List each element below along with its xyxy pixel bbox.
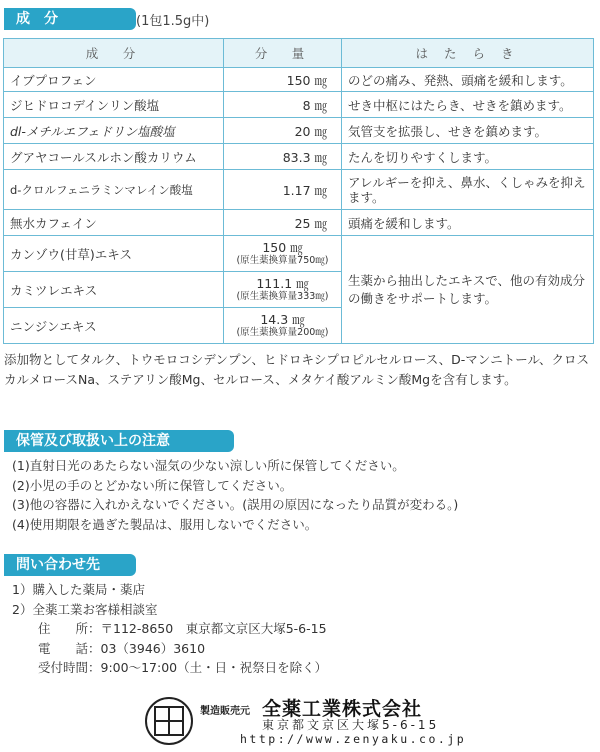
list-item: (1)直射日光のあたらない湿気の少ない涼しい所に保管してください。 [12,458,405,473]
ingredients-table [3,38,594,344]
ingredient-name: d-クロルフェニラミンマレイン酸塩 [4,170,224,210]
address-value: 〒112-8650 東京都文京区大塚5-6-15 [100,621,327,636]
company-logo [145,697,193,745]
phone-label: 電 話： [38,640,101,656]
amount-note: (原生薬換算量200㎎) [236,326,329,338]
address-line [12,619,327,639]
shared-effect: 生薬から抽出したエキスで、他の有効成分の働きをサポートします。 [342,236,594,344]
company-address: 東京都文京区大塚5-6-15 [262,718,440,732]
ingredient-effect: アレルギーを抑え、鼻水、くしゃみを抑えます。 [342,170,594,210]
ingredient-effect: せき中枢にはたらき、せきを鎮めます。 [342,92,594,118]
table-row [4,68,594,92]
table-row [4,210,594,236]
list-item: 2）全薬工業お客様相談室 [12,601,158,617]
amount-value: 150 ㎎ [262,239,303,255]
ingredient-effect: たんを切りやすくします。 [342,144,594,170]
amount-value: 111.1 ㎎ [256,275,309,291]
ingredients-subheading: (1包1.5g中) [136,14,210,29]
amount-value: 14.3 ㎎ [260,311,305,327]
ingredient-amount [224,236,342,272]
table-row [4,92,594,118]
table-row [4,118,594,144]
ingredient-name: カミツレエキス [4,272,224,308]
ingredient-name: イブプロフェン [4,68,224,92]
column-header: 分 量 [224,39,342,68]
ingredient-effect: 気管支を拡張し、せきを鎮めます。 [342,118,594,144]
contact-heading: 問い合わせ先 [4,554,136,576]
hours-line [12,658,327,678]
storage-list [12,456,458,534]
column-header: 成 分 [4,39,224,68]
table-row [4,170,594,210]
list-item: (2)小児の手のとどかない所に保管してください。 [12,477,293,493]
additives-text: 添加物としてタルク、トウモロコシデンプン、ヒドロキシプロピルセルロース、D-マンニトール、クロスカルメロースNa、ステアリン酸Mg、セルロース、メタケイ酸アルミン酸Mgを含有します。 [4,352,590,387]
phone-value: 03（3946）3610 [100,640,206,656]
ingredient-effect: 頭痛を緩和します。 [342,210,594,236]
ingredient-name: dl-メチルエフェドリン塩酸塩 [4,118,224,144]
hours-value: 9:00〜17:00（土・日・祝祭日を除く） [100,660,328,675]
company-url[interactable]: http://www.zenyaku.co.jp [240,732,467,746]
phone-line [12,639,327,659]
company-logo-icon [153,705,185,737]
ingredient-amount: 1.17 ㎎ [224,170,342,210]
ingredient-amount: 25 ㎎ [224,210,342,236]
ingredient-amount [224,308,342,344]
column-header: は た ら き [342,39,594,68]
table-row [4,144,594,170]
ingredient-amount: 150 ㎎ [224,68,342,92]
table-header-row [4,39,594,68]
manufacturer-role: 製造販売元 [200,706,250,717]
list-item: (4)使用期限を過ぎた製品は、服用しないでください。 [12,516,318,532]
table-row [4,236,594,272]
ingredient-amount: 20 ㎎ [224,118,342,144]
address-label: 住 所： [38,621,101,636]
ingredient-name: ジヒドロコデインリン酸塩 [4,92,224,118]
ingredient-amount: 8 ㎎ [224,92,342,118]
ingredient-name: カンゾウ(甘草)エキス [4,236,224,272]
ingredient-name: グアヤコールスルホン酸カリウム [4,144,224,170]
hours-label: 受付時間： [38,660,101,675]
ingredient-name: ニンジンエキス [4,308,224,344]
list-item: (3)他の容器に入れかえないでください。(誤用の原因になったり品質が変わる。) [12,497,459,512]
ingredient-amount: 83.3 ㎎ [224,144,342,170]
amount-note: (原生薬換算量750㎎) [236,254,329,266]
ingredients-heading: 成 分 [4,8,136,30]
ingredient-name: 無水カフェイン [4,210,224,236]
ingredient-effect: のどの痛み、発熱、頭痛を緩和します。 [342,68,594,92]
storage-heading: 保管及び取扱い上の注意 [4,430,234,452]
ingredient-amount [224,272,342,308]
contact-list [12,580,327,678]
amount-note: (原生薬換算量333㎎) [236,290,329,302]
list-item: 1）購入した薬局・薬店 [12,582,145,597]
company-name: 全薬工業株式会社 [262,698,423,720]
